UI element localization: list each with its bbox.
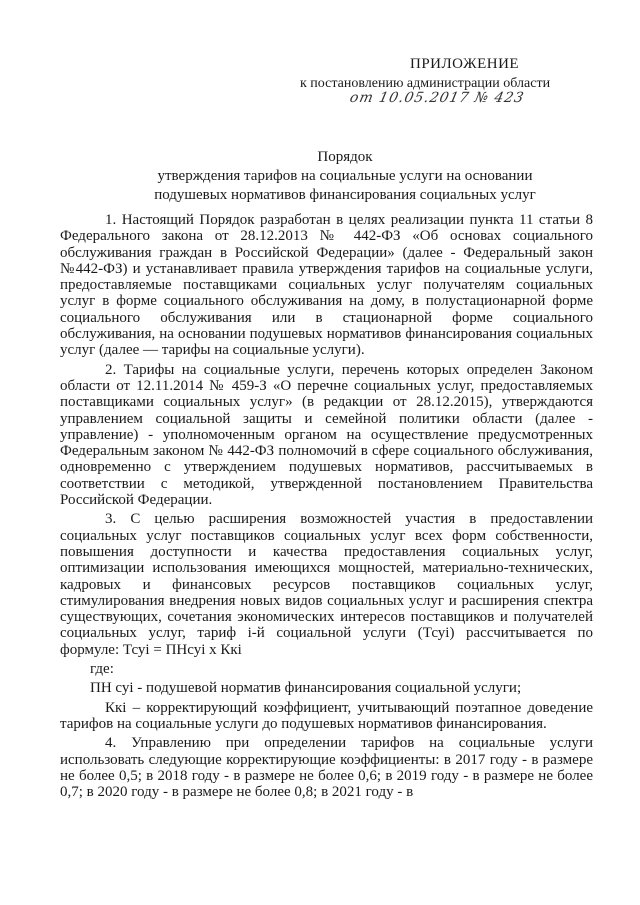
- title-line-3: подушевых нормативов финансирования социальных услуг: [154, 187, 536, 203]
- title-line-1: Порядок: [317, 149, 373, 165]
- paragraph-3: 3. С целью расширения возможностей участия в предоставлении социальных услуг поставщиков социальных услуг всех форм собственности, повышения доступности и качества предоставления социальных услуг, оптимизации использования имеющихся мощностей, материально-технических, кадровых и финансовых ресурсов поставщиков социальных услуг, стимулирования внедрения новых видов социальных услуг и расширения спектра существующих, сочетания экономических интересов поставщиков и получателей социальных услуг, тариф i-й социальной услуги (Тсуi) рассчитывается по формуле: Тсуi = ПНсуi х Ккi: [60, 511, 593, 658]
- definition-kk: Ккi – корректирующий коэффициент, учитывающий поэтапное доведение тарифов на социальные услуги до подушевых нормативов финансирования.: [60, 699, 593, 732]
- document-body: [60, 212, 593, 803]
- handwritten-date-number: от 10.05.2017 № 423: [348, 90, 526, 106]
- paragraph-1: 1. Настоящий Порядок разработан в целях реализации пункта 11 статьи 8 Федерального закона от 28.12.2013 № 442-ФЗ «Об основах социального обслуживания граждан в Российской Федерации» (далее - Федеральный закон №442-ФЗ) и устанавливает правила утверждения тарифов на социальные услуги, предоставляемые поставщиками социальных услуг получателям социальных услуг в форме социального обслуживания на дому, в полустационарной форме социального обслуживания или в стационарной форме социального обслуживания, на основании подушевых нормативов финансирования социальных услуг (далее — тарифы на социальные услуги).: [60, 212, 593, 359]
- title-line-2: утверждения тарифов на социальные услуги на основании: [157, 168, 533, 184]
- definition-pn: ПН суi - подушевой норматив финансирования социальной услуги;: [90, 680, 522, 697]
- paragraph-2: 2. Тарифы на социальные услуги, перечень которых определен Законом области от 12.11.2014 № 459-З «О перечне социальных услуг, предоставляемых поставщиками социальных услуг» (в редакции от 28.12.2015), утверждаются управлением социальной защиты и семейной политики области (далее - управление) - уполномоченным органом на осуществление предусмотренных Федеральным законом № 442-ФЗ полномочий в сфере социального обслуживания, одновременно с утверждением подушевых нормативов, рассчитываемых в соответствии с методикой, утвержденной постановлением Правительства Российской Федерации.: [60, 361, 593, 509]
- appendix-subtitle: к постановлению администрации области: [300, 76, 551, 91]
- where-label: где:: [90, 661, 114, 678]
- appendix-title: ПРИЛОЖЕНИЕ: [410, 56, 520, 72]
- document-title: [100, 148, 590, 205]
- paragraph-4: 4. Управлению при определении тарифов на социальные услуги использовать следующие корректирующие коэффициенты: в 2017 году - в размере не более 0,5; в 2018 году - в размере не более 0,6; в 2019 году - в размере не более 0,7; в 2020 году - в размере не более 0,8; в 2021 году - в: [60, 735, 593, 801]
